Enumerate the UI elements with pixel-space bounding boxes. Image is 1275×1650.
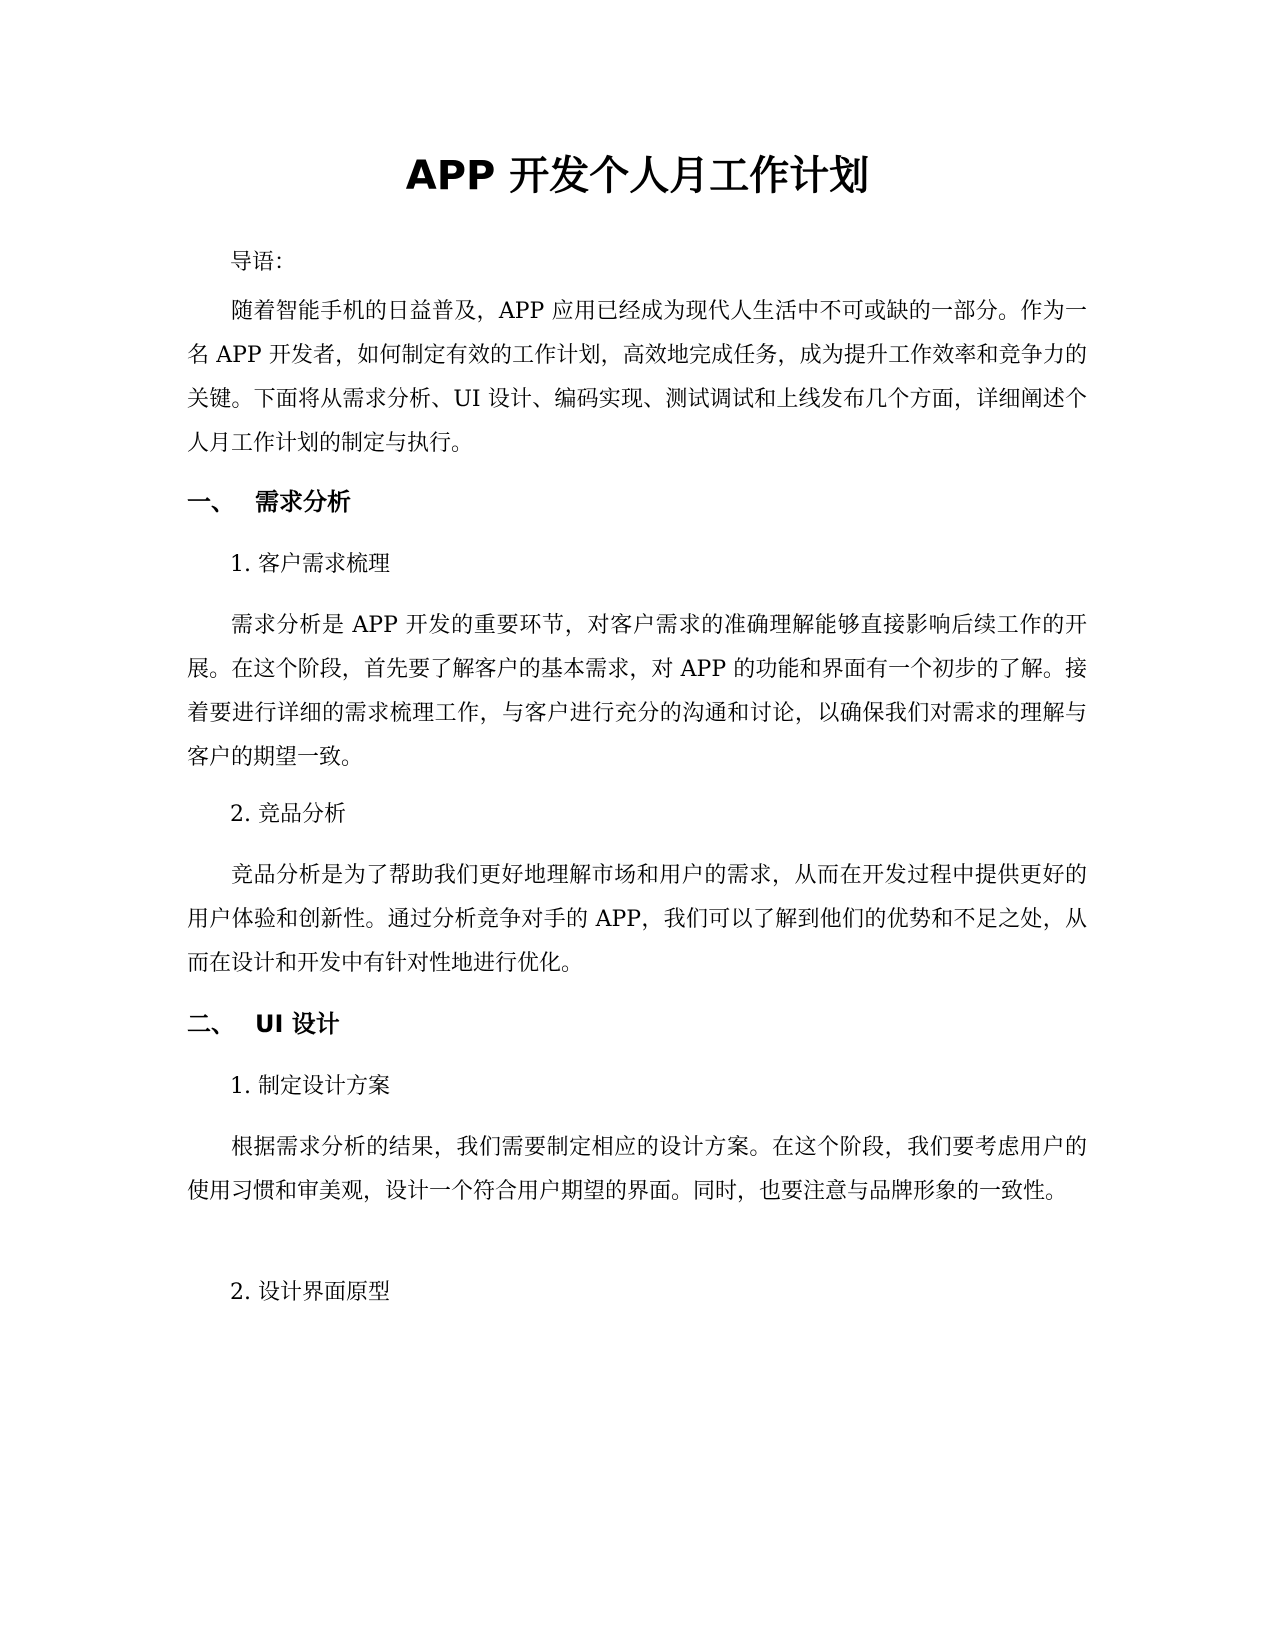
subsection-heading: 1. 客户需求梳理 — [230, 552, 390, 577]
intro-label: 导语： — [230, 250, 297, 275]
section-title: UI 设计 — [255, 1010, 340, 1038]
section-number: 一、 — [187, 488, 235, 516]
subsection-heading: 1. 制定设计方案 — [230, 1074, 390, 1099]
section-heading-requirements — [187, 486, 351, 518]
paragraph: 需求分析是 APP 开发的重要环节，对客户需求的准确理解能够直接影响后续工作的开展。在这个阶段，首先要了解客户的基本需求，对 APP 的功能和界面有一个初步的了解。接着要进行详细的需求梳理工作，与客户进行充分的沟通和讨论，以确保我们对需求的理解与客户的期望一致。 — [187, 613, 1087, 770]
paragraph: 根据需求分析的结果，我们需要制定相应的设计方案。在这个阶段，我们要考虑用户的使用习惯和审美观，设计一个符合用户期望的界面。同时，也要注意与品牌形象的一致性。 — [187, 1135, 1087, 1204]
section-number: 二、 — [187, 1010, 235, 1038]
subsection-heading: 2. 设计界面原型 — [230, 1280, 390, 1305]
subsection-heading: 2. 竞品分析 — [230, 802, 346, 827]
document-title: APP 开发个人月工作计划 — [405, 153, 870, 199]
intro-paragraph: 随着智能手机的日益普及，APP 应用已经成为现代人生活中不可或缺的一部分。作为一名 APP 开发者，如何制定有效的工作计划，高效地完成任务，成为提升工作效率和竞争力的关键。下面将从需求分析、UI 设计、编码实现、测试调试和上线发布几个方面，详细阐述个人月工作计划的制定与执行。 — [187, 299, 1087, 456]
paragraph: 竞品分析是为了帮助我们更好地理解市场和用户的需求，从而在开发过程中提供更好的用户体验和创新性。通过分析竞争对手的 APP，我们可以了解到他们的优势和不足之处，从而在设计和开发中有针对性地进行优化。 — [187, 863, 1087, 976]
section-title: 需求分析 — [255, 488, 351, 516]
section-heading-ui-design — [187, 1008, 340, 1040]
